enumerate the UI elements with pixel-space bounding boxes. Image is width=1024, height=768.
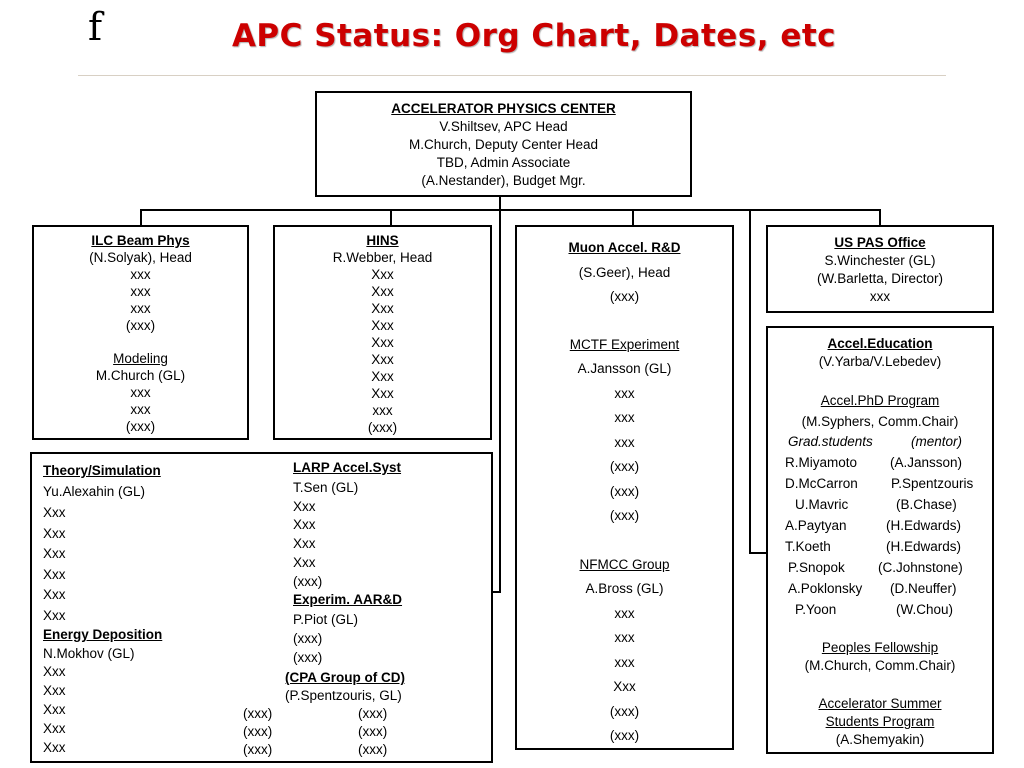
larp-title: LARP Accel.Syst	[293, 460, 402, 475]
energy-line: Xxx	[43, 683, 66, 698]
mctf-line: A.Jansson (GL)	[577, 361, 672, 376]
ilc-title: ILC Beam Phys	[91, 233, 190, 248]
hins-line: Xxx	[371, 318, 394, 333]
connector-uspas	[879, 209, 881, 225]
hins-line: Xxx	[371, 284, 394, 299]
hins-line: Xxx	[371, 335, 394, 350]
mctf-line: xxx	[614, 385, 635, 401]
mctf-line: (xxx)	[609, 508, 640, 523]
mctf-line: xxx	[614, 410, 635, 425]
connector-muon	[632, 209, 634, 225]
fellowship-title: Peoples Fellowship	[821, 640, 939, 655]
larp-line: Xxx	[293, 499, 316, 514]
ilc-line: (N.Solyak), Head	[89, 250, 192, 265]
aard-line: P.Piot (GL)	[293, 612, 359, 627]
modeling-line: (xxx)	[125, 419, 156, 434]
apc-line: TBD, Admin Associate	[436, 155, 571, 170]
uspas-line: S.Winchester (GL)	[824, 253, 936, 268]
student-mentor: (H.Edwards)	[886, 518, 962, 533]
muon-line: (xxx)	[609, 289, 640, 304]
energy-line: N.Mokhov (GL)	[43, 646, 135, 661]
cpa-member: (xxx)	[358, 724, 388, 739]
hins-line: Xxx	[371, 386, 394, 401]
student-name: R.Miyamoto	[785, 455, 858, 470]
larp-line: Xxx	[293, 555, 316, 570]
connector-hins	[390, 209, 392, 225]
apc-line: V.Shiltsev, APC Head	[439, 119, 568, 134]
phd-title: Accel.PhD Program	[820, 393, 940, 408]
hins-line: R.Webber, Head	[332, 250, 433, 265]
student-mentor: (C.Johnstone)	[878, 560, 963, 575]
nfmcc-line: (xxx)	[609, 728, 640, 743]
slide-mark: f	[88, 5, 103, 49]
muon-title: Muon Accel. R&D	[568, 240, 681, 255]
apc-box	[315, 91, 692, 197]
nfmcc-line: Xxx	[613, 679, 636, 694]
ilc-line: xxx	[130, 267, 151, 282]
hins-line: Xxx	[371, 301, 394, 316]
title-divider	[78, 75, 946, 76]
nfmcc-line: (xxx)	[609, 703, 640, 719]
student-mentor: (B.Chase)	[896, 497, 957, 512]
uspas-line: xxx	[869, 289, 891, 304]
student-name: T.Koeth	[785, 539, 831, 554]
mentor-header: (mentor)	[911, 434, 963, 449]
edu-head: (V.Yarba/V.Lebedev)	[818, 354, 942, 369]
aard-title: Experim. AAR&D	[293, 592, 403, 607]
apc-line: (A.Nestander), Budget Mgr.	[421, 173, 586, 188]
connector-horizontal-bus	[140, 209, 881, 211]
slide-title: APC Status: Org Chart, Dates, etc	[231, 18, 837, 54]
mctf-title: MCTF Experiment	[569, 336, 680, 352]
hins-title: HINS	[366, 233, 399, 248]
uspas-box	[766, 225, 994, 313]
summer-head: (A.Shemyakin)	[835, 732, 925, 747]
apc-title: ACCELERATOR PHYSICS CENTER	[391, 101, 616, 116]
mctf-line: (xxx)	[609, 483, 640, 499]
theory-line: Xxx	[43, 526, 66, 541]
ilc-line: xxx	[130, 284, 151, 299]
hins-line: Xxx	[371, 352, 394, 367]
mctf-line: xxx	[614, 434, 635, 450]
cpa-title: (CPA Group of CD)	[285, 670, 405, 685]
nfmcc-title: NFMCC Group	[579, 556, 670, 572]
theory-line: Yu.Alexahin (GL)	[43, 484, 146, 499]
apc-line: M.Church, Deputy Center Head	[408, 137, 599, 152]
modeling-line: xxx	[130, 385, 151, 400]
student-name: A.Paytyan	[785, 518, 847, 533]
cpa-member: (xxx)	[243, 706, 273, 721]
summer-title-line1: Accelerator Summer	[818, 696, 942, 711]
energy-line: Xxx	[43, 721, 66, 736]
muon-line: (S.Geer), Head	[578, 264, 671, 280]
nfmcc-line: xxx	[614, 654, 635, 670]
hins-line: (xxx)	[367, 420, 398, 435]
phd-chair: (M.Syphers, Comm.Chair)	[801, 414, 959, 429]
hins-line: xxx	[372, 403, 393, 418]
edu-title: Accel.Education	[827, 336, 933, 351]
uspas-title: US PAS Office	[834, 235, 926, 250]
larp-line: Xxx	[293, 536, 316, 551]
theory-line: Xxx	[43, 546, 66, 561]
larp-line: Xxx	[293, 517, 316, 532]
nfmcc-line: A.Bross (GL)	[585, 581, 664, 596]
larp-line: (xxx)	[293, 574, 323, 589]
hins-box	[273, 225, 492, 440]
ilc-line: xxx	[130, 301, 151, 316]
aard-line: (xxx)	[293, 650, 323, 665]
summer-title-line2: Students Program	[825, 714, 935, 729]
edu-box	[766, 326, 994, 754]
energy-line: Xxx	[43, 740, 66, 755]
cpa-member: (xxx)	[243, 724, 273, 739]
student-mentor: (W.Chou)	[896, 602, 954, 617]
modeling-title: Modeling	[113, 351, 168, 366]
energy-line: Xxx	[43, 702, 66, 717]
student-mentor: P.Spentzouris	[891, 476, 974, 491]
hins-line: Xxx	[371, 369, 394, 384]
modeling-line: xxx	[130, 402, 151, 417]
student-mentor: (D.Neuffer)	[890, 581, 957, 596]
connector-ilc	[140, 209, 142, 225]
ilc-line: (xxx)	[125, 318, 156, 333]
student-name: D.McCarron	[785, 476, 858, 491]
muon-box	[515, 225, 734, 750]
aard-line: (xxx)	[293, 631, 323, 646]
theory-box	[30, 452, 493, 763]
cpa-member: (xxx)	[243, 742, 273, 757]
theory-line: Xxx	[43, 505, 66, 520]
cpa-member: (xxx)	[358, 742, 388, 757]
mctf-line: (xxx)	[609, 459, 640, 474]
cpa-member: (xxx)	[358, 706, 388, 721]
hins-line: Xxx	[371, 267, 394, 282]
student-mentor: (H.Edwards)	[886, 539, 962, 554]
connector-edu-horizontal	[749, 552, 767, 554]
modeling-line: M.Church (GL)	[95, 368, 186, 383]
theory-title: Theory/Simulation	[43, 463, 161, 478]
theory-line: Xxx	[43, 567, 66, 582]
grad-students-header: Grad.students	[788, 434, 873, 449]
uspas-line: (W.Barletta, Director)	[816, 271, 944, 286]
connector-edu-vertical	[749, 209, 751, 554]
nfmcc-line: xxx	[614, 605, 635, 621]
fellowship-chair: (M.Church, Comm.Chair)	[804, 658, 956, 673]
larp-line: T.Sen (GL)	[293, 480, 359, 495]
theory-line: Xxx	[43, 587, 66, 602]
theory-line: Xxx	[43, 608, 66, 623]
student-name: P.Yoon	[795, 602, 837, 617]
ilc-box	[32, 225, 249, 440]
student-name: A.Poklonsky	[788, 581, 863, 596]
energy-title: Energy Deposition	[43, 627, 163, 642]
student-name: U.Mavric	[795, 497, 849, 512]
student-name: P.Snopok	[788, 560, 845, 575]
student-mentor: (A.Jansson)	[890, 455, 963, 470]
nfmcc-line: xxx	[614, 630, 635, 645]
connector-apc-down	[499, 196, 501, 593]
energy-line: Xxx	[43, 664, 66, 679]
cpa-head: (P.Spentzouris, GL)	[285, 688, 402, 703]
